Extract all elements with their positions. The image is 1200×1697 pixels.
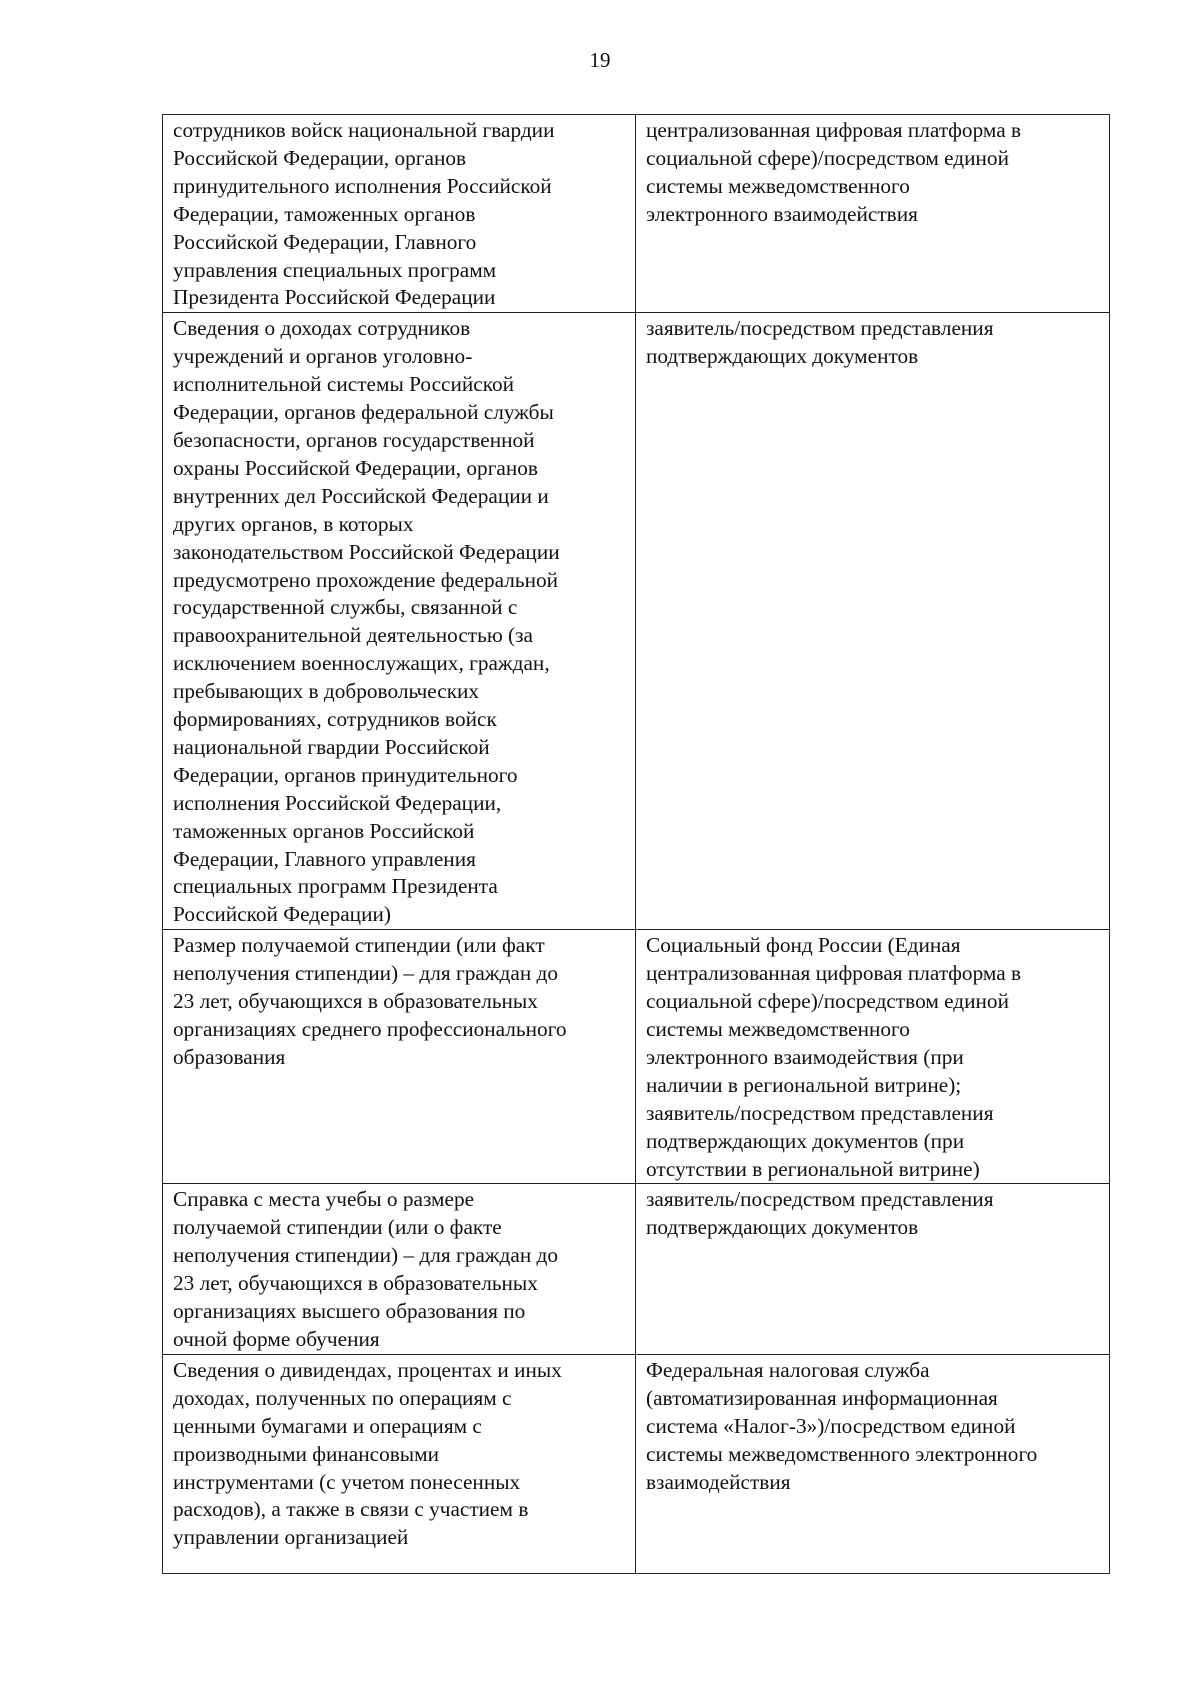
table-cell-document: Сведения о дивидендах, процентах и иных доходах, полученных по операциям с ценными бумагами и операциям с производными финансовыми инструментами (с учетом понесенных расходов), а также в связи с участием в управлении организацией [163, 1354, 636, 1573]
table-cell-document: сотрудников войск национальной гвардии Российской Федерации, органов принудительного исполнения Российской Федерации, таможенных органов Российской Федерации, Главного управления специальных программ Президента Российской Федерации [163, 115, 636, 313]
table-cell-source: Социальный фонд России (Единая централизованная цифровая платформа в социальной сфере)/посредством единой системы межведомственного электронного взаимодействия (при наличии в региональной витрине); заявитель/посредством представления подтверждающих документов (при отсутствии в региональной витрине) [636, 930, 1110, 1184]
table-cell-source: Федеральная налоговая служба (автоматизированная информационная система «Налог-3»)/посредством единой системы межведомственного электронного взаимодействия [636, 1354, 1110, 1573]
table-cell-document: Сведения о доходах сотрудников учреждений и органов уголовно- исполнительной системы Российской Федерации, органов федеральной службы безопасности, органов государственной охраны Российской Федерации, органов внутренних дел Российской Федерации и других органов, в которых законодательством Российской Федерации предусмотрено прохождение федеральной государственной службы, связанной с правоохранительной деятельностью (за исключением военнослужащих, граждан, пребывающих в добровольческих формированиях, сотрудников войск национальной гвардии Российской Федерации, органов принудительного исполнения Российской Федерации, таможенных органов Российской Федерации, Главного управления специальных программ Президента Российской Федерации) [163, 313, 636, 930]
table-cell-document: Справка с места учебы о размере получаемой стипендии (или о факте неполучения стипендии) – для граждан до 23 лет, обучающихся в образовательных организациях высшего образования по очной форме обучения [163, 1184, 636, 1354]
table-cell-source: заявитель/посредством представления подтверждающих документов [636, 313, 1110, 930]
table-row [163, 930, 1110, 1184]
table-row [163, 1184, 1110, 1354]
table-row [163, 1354, 1110, 1573]
table-cell-document: Размер получаемой стипендии (или факт неполучения стипендии) – для граждан до 23 лет, обучающихся в образовательных организациях среднего профессионального образования [163, 930, 636, 1184]
table-cell-source: заявитель/посредством представления подтверждающих документов [636, 1184, 1110, 1354]
page-number: 19 [589, 48, 611, 72]
table-cell-source: централизованная цифровая платформа в социальной сфере)/посредством единой системы межведомственного электронного взаимодействия [636, 115, 1110, 313]
table-row [163, 115, 1110, 313]
document-table [162, 114, 1110, 1574]
table-row [163, 313, 1110, 930]
